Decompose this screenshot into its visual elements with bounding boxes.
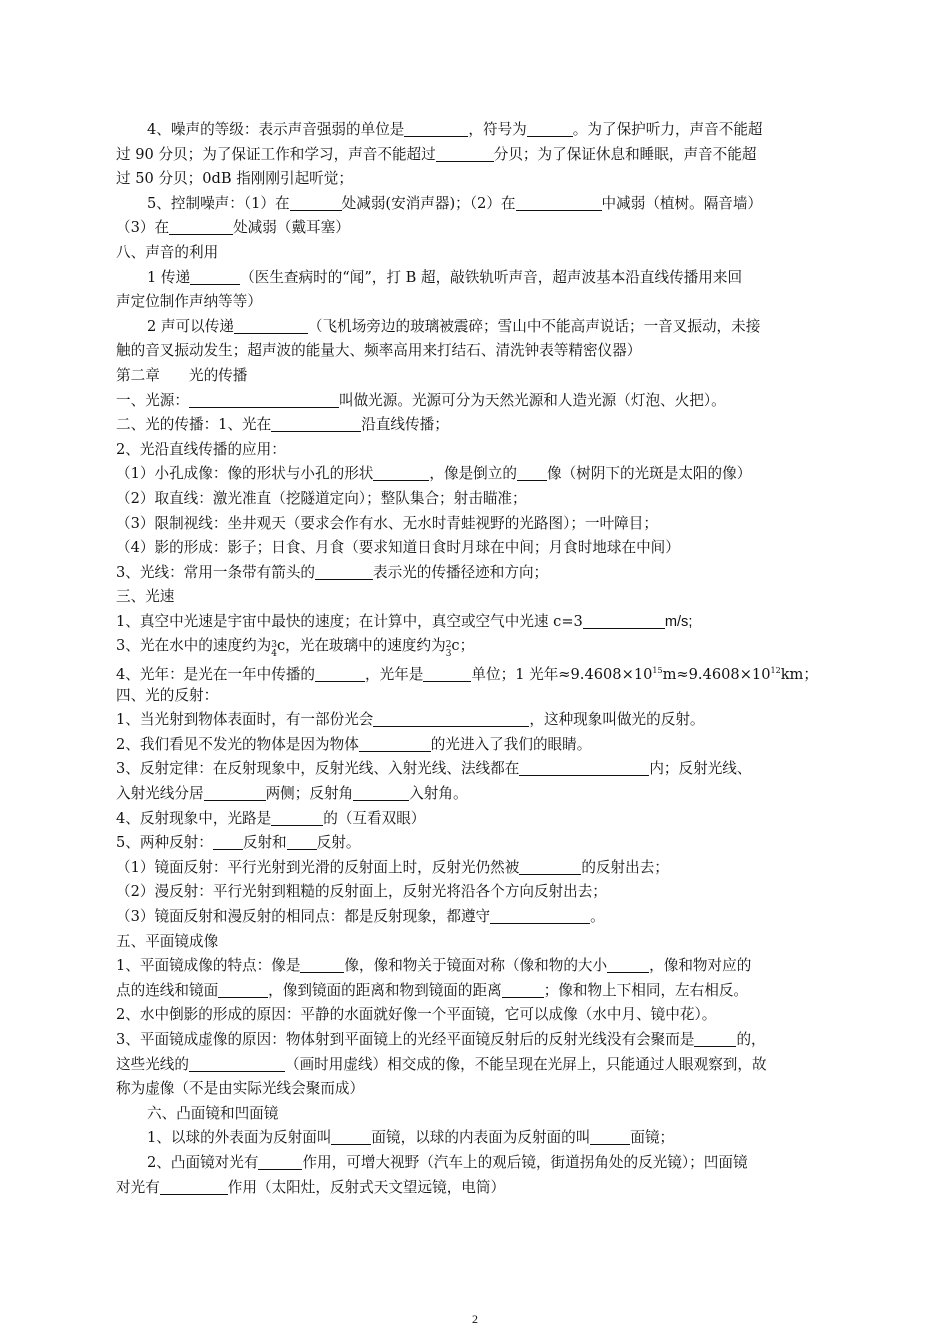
text-line: 入射光线分居 两侧；反射角 入射角。: [116, 785, 468, 803]
fill-blank[interactable]: [519, 858, 581, 875]
text-line: 2 声可以传递 （飞机场旁边的玻璃被震碎；雪山中不能高声说话；一音叉振动，未接: [147, 317, 761, 335]
section-heading: 三、光速: [116, 588, 175, 606]
section-heading: 四、光的反射：: [116, 686, 219, 704]
text-line: 5、两种反射： 反射和 反射。: [116, 834, 361, 852]
text-line: 一、光源： 叫做光源。光源可分为天然光源和人造光源（灯泡、火把）。: [116, 391, 726, 409]
fraction: 3 4: [271, 640, 277, 660]
fill-blank[interactable]: [315, 665, 365, 682]
fraction: 2 3: [445, 640, 452, 660]
section-heading: 五、平面镜成像: [116, 932, 219, 950]
text-line: 点的连线和镜面 ，像到镜面的距离和物到镜面的距离 ；像和物上下相同，左右相反。: [116, 981, 749, 999]
text-line: 2、我们看见不发光的物体是因为物体 的光进入了我们的眼睛。: [116, 735, 592, 753]
text-line: 3、光线：常用一条带有箭头的 表示光的传播径迹和方向；: [116, 563, 549, 581]
text-line: 4、反射现象中，光路是 的（互看双眼）: [116, 809, 426, 827]
text-line: 触的音叉振动发生；超声波的能量大、频率高用来打结石、清洗钟表等精密仪器）: [116, 342, 642, 360]
fill-blank[interactable]: [502, 981, 544, 998]
fill-blank[interactable]: [218, 981, 268, 998]
fill-blank[interactable]: [271, 809, 323, 826]
fill-blank[interactable]: [315, 563, 373, 580]
fill-blank[interactable]: [527, 120, 573, 137]
text-line: 4、光年：是光在一年中传播的 ，光年是 单位；1 光年$\approx 9.4608\times 10^{15}m\approx 9.4608\times 10^{12}km$；: [116, 666, 818, 684]
text-line: 4、噪声的等级：表示声音强弱的单位是 ，符号为 。为了保护听力，声音不能超: [147, 121, 763, 138]
text-line: 2、水中倒影的形成的原因：平静的水面就好像一个平面镜，它可以成像（水中月、镜中花）。: [116, 1006, 717, 1024]
fill-blank[interactable]: [189, 391, 339, 408]
text-line: 3、反射定律：在反射现象中，反射光线、入射光线、法线都在 内；反射光线、: [116, 760, 752, 778]
fill-blank[interactable]: [204, 784, 266, 801]
page-number: 2: [472, 1312, 478, 1326]
text-line: 5、控制噪声：（1）在 处减弱(安消声器)；（2）在 中减弱（植树。隔音墙）: [147, 194, 763, 212]
fill-blank[interactable]: [160, 1178, 228, 1195]
fill-blank[interactable]: [234, 317, 308, 334]
fill-blank[interactable]: [583, 612, 665, 629]
text-line: 1、真空中光速是宇宙中最快的速度；在计算中，真空或空气中光速 c=3 m/s;: [116, 612, 693, 630]
fill-blank[interactable]: [373, 710, 529, 727]
text-line: （3）在 处减弱（戴耳塞）: [116, 219, 350, 237]
text-line: 2、凸面镜对光有 作用，可增大视野（汽车上的观后镜，街道拐角处的反光镜）；凹面镜: [147, 1153, 748, 1171]
text-line: （4）影的形成：影子；日食、月食（要求知道日食时月球在中间；月食时地球在中间）: [116, 539, 680, 557]
text-line: 称为虚像（不是由实际光线会聚而成）: [116, 1080, 365, 1098]
fill-blank[interactable]: [517, 464, 547, 481]
fill-blank[interactable]: [436, 145, 494, 162]
text-line: 3、光在水中的速度约为3 4c，光在玻璃中的速度约为2 3c；: [116, 637, 475, 660]
fill-blank[interactable]: [423, 665, 471, 682]
document-page: [116, 118, 840, 1200]
text-line: 1、当光射到物体表面时，有一部份光会 ，这种现象叫做光的反射。: [116, 711, 705, 729]
text-line: 二、光的传播：1、光在 沿直线传播；: [116, 416, 449, 434]
fill-blank[interactable]: [404, 120, 468, 137]
text-line: 过 50 分贝；0dB 指刚刚引起听觉；: [116, 170, 353, 188]
fill-blank[interactable]: [694, 1030, 736, 1047]
text-line: （1）镜面反射：平行光射到光滑的反射面上时，反射光仍然被 的反射出去；: [116, 858, 669, 876]
text-line: （2）漫反射：平行光射到粗糙的反射面上，反射光将沿各个方向反射出去；: [116, 883, 607, 901]
fill-blank[interactable]: [190, 268, 240, 285]
fill-blank[interactable]: [353, 784, 409, 801]
fill-blank[interactable]: [607, 956, 649, 973]
fill-blank[interactable]: [516, 194, 602, 211]
text-line: （2）取直线：激光准直（挖隧道定向）；整队集合；射击瞄准；: [116, 489, 527, 507]
text-line: 1、平面镜成像的特点：像是 像，像和物关于镜面对称（像和物的大小 ，像和物对应的: [116, 957, 752, 975]
fill-blank[interactable]: [290, 194, 342, 211]
text-line: 这些光线的 （画时用虚线）相交成的像，不能呈现在光屏上，只能通过人眼观察到，故: [116, 1055, 767, 1073]
fill-blank[interactable]: [359, 735, 431, 752]
fill-blank[interactable]: [169, 218, 233, 235]
text-line: （3）镜面反射和漫反射的相同点：都是反射现象，都遵守 。: [116, 908, 605, 925]
fill-blank[interactable]: [490, 907, 590, 924]
text-line: （1）小孔成像：像的形状与小孔的形状 ，像是倒立的 像（树阴下的光斑是太阳的像）: [116, 465, 752, 483]
section-heading: 六、凸面镜和凹面镜: [147, 1104, 279, 1122]
fill-blank[interactable]: [189, 1055, 285, 1072]
fill-blank[interactable]: [271, 415, 361, 432]
fill-blank[interactable]: [519, 759, 649, 776]
text-line: 2、光沿直线传播的应用：: [116, 440, 286, 458]
text-line: 对光有 作用（太阳灶，反射式天文望远镜，电筒）: [116, 1178, 506, 1196]
fill-blank[interactable]: [287, 833, 317, 850]
fill-blank[interactable]: [258, 1153, 302, 1170]
text-line: 声定位制作声纳等等）: [116, 293, 262, 311]
text-line: （3）限制视线：坐井观天（要求会作有水、无水时青蛙视野的光路图）；一叶障目；: [116, 514, 658, 532]
text-line: 过 90 分贝；为了保证工作和学习，声音不能超过 分贝；为了保证休息和睡眠，声音不能超: [116, 145, 757, 163]
text-line: 3、平面镜成虚像的原因：物体射到平面镜上的光经平面镜反射后的反射光线没有会聚而是 的，: [116, 1030, 766, 1048]
fill-blank[interactable]: [300, 956, 344, 973]
chapter-heading: 第二章 光的传播: [116, 366, 248, 384]
section-heading: 八、声音的利用: [116, 243, 219, 261]
fill-blank[interactable]: [590, 1128, 630, 1145]
fill-blank[interactable]: [331, 1128, 371, 1145]
fill-blank[interactable]: [213, 833, 243, 850]
text-line: 1、以球的外表面为反射面叫 面镜，以球的内表面为反射面的叫 面镜；: [147, 1129, 675, 1147]
text-line: 1 传递 （医生查病时的“闻”，打 B 超，敲铁轨听声音，超声波基本沿直线传播用来回: [147, 268, 743, 286]
fill-blank[interactable]: [373, 464, 429, 481]
